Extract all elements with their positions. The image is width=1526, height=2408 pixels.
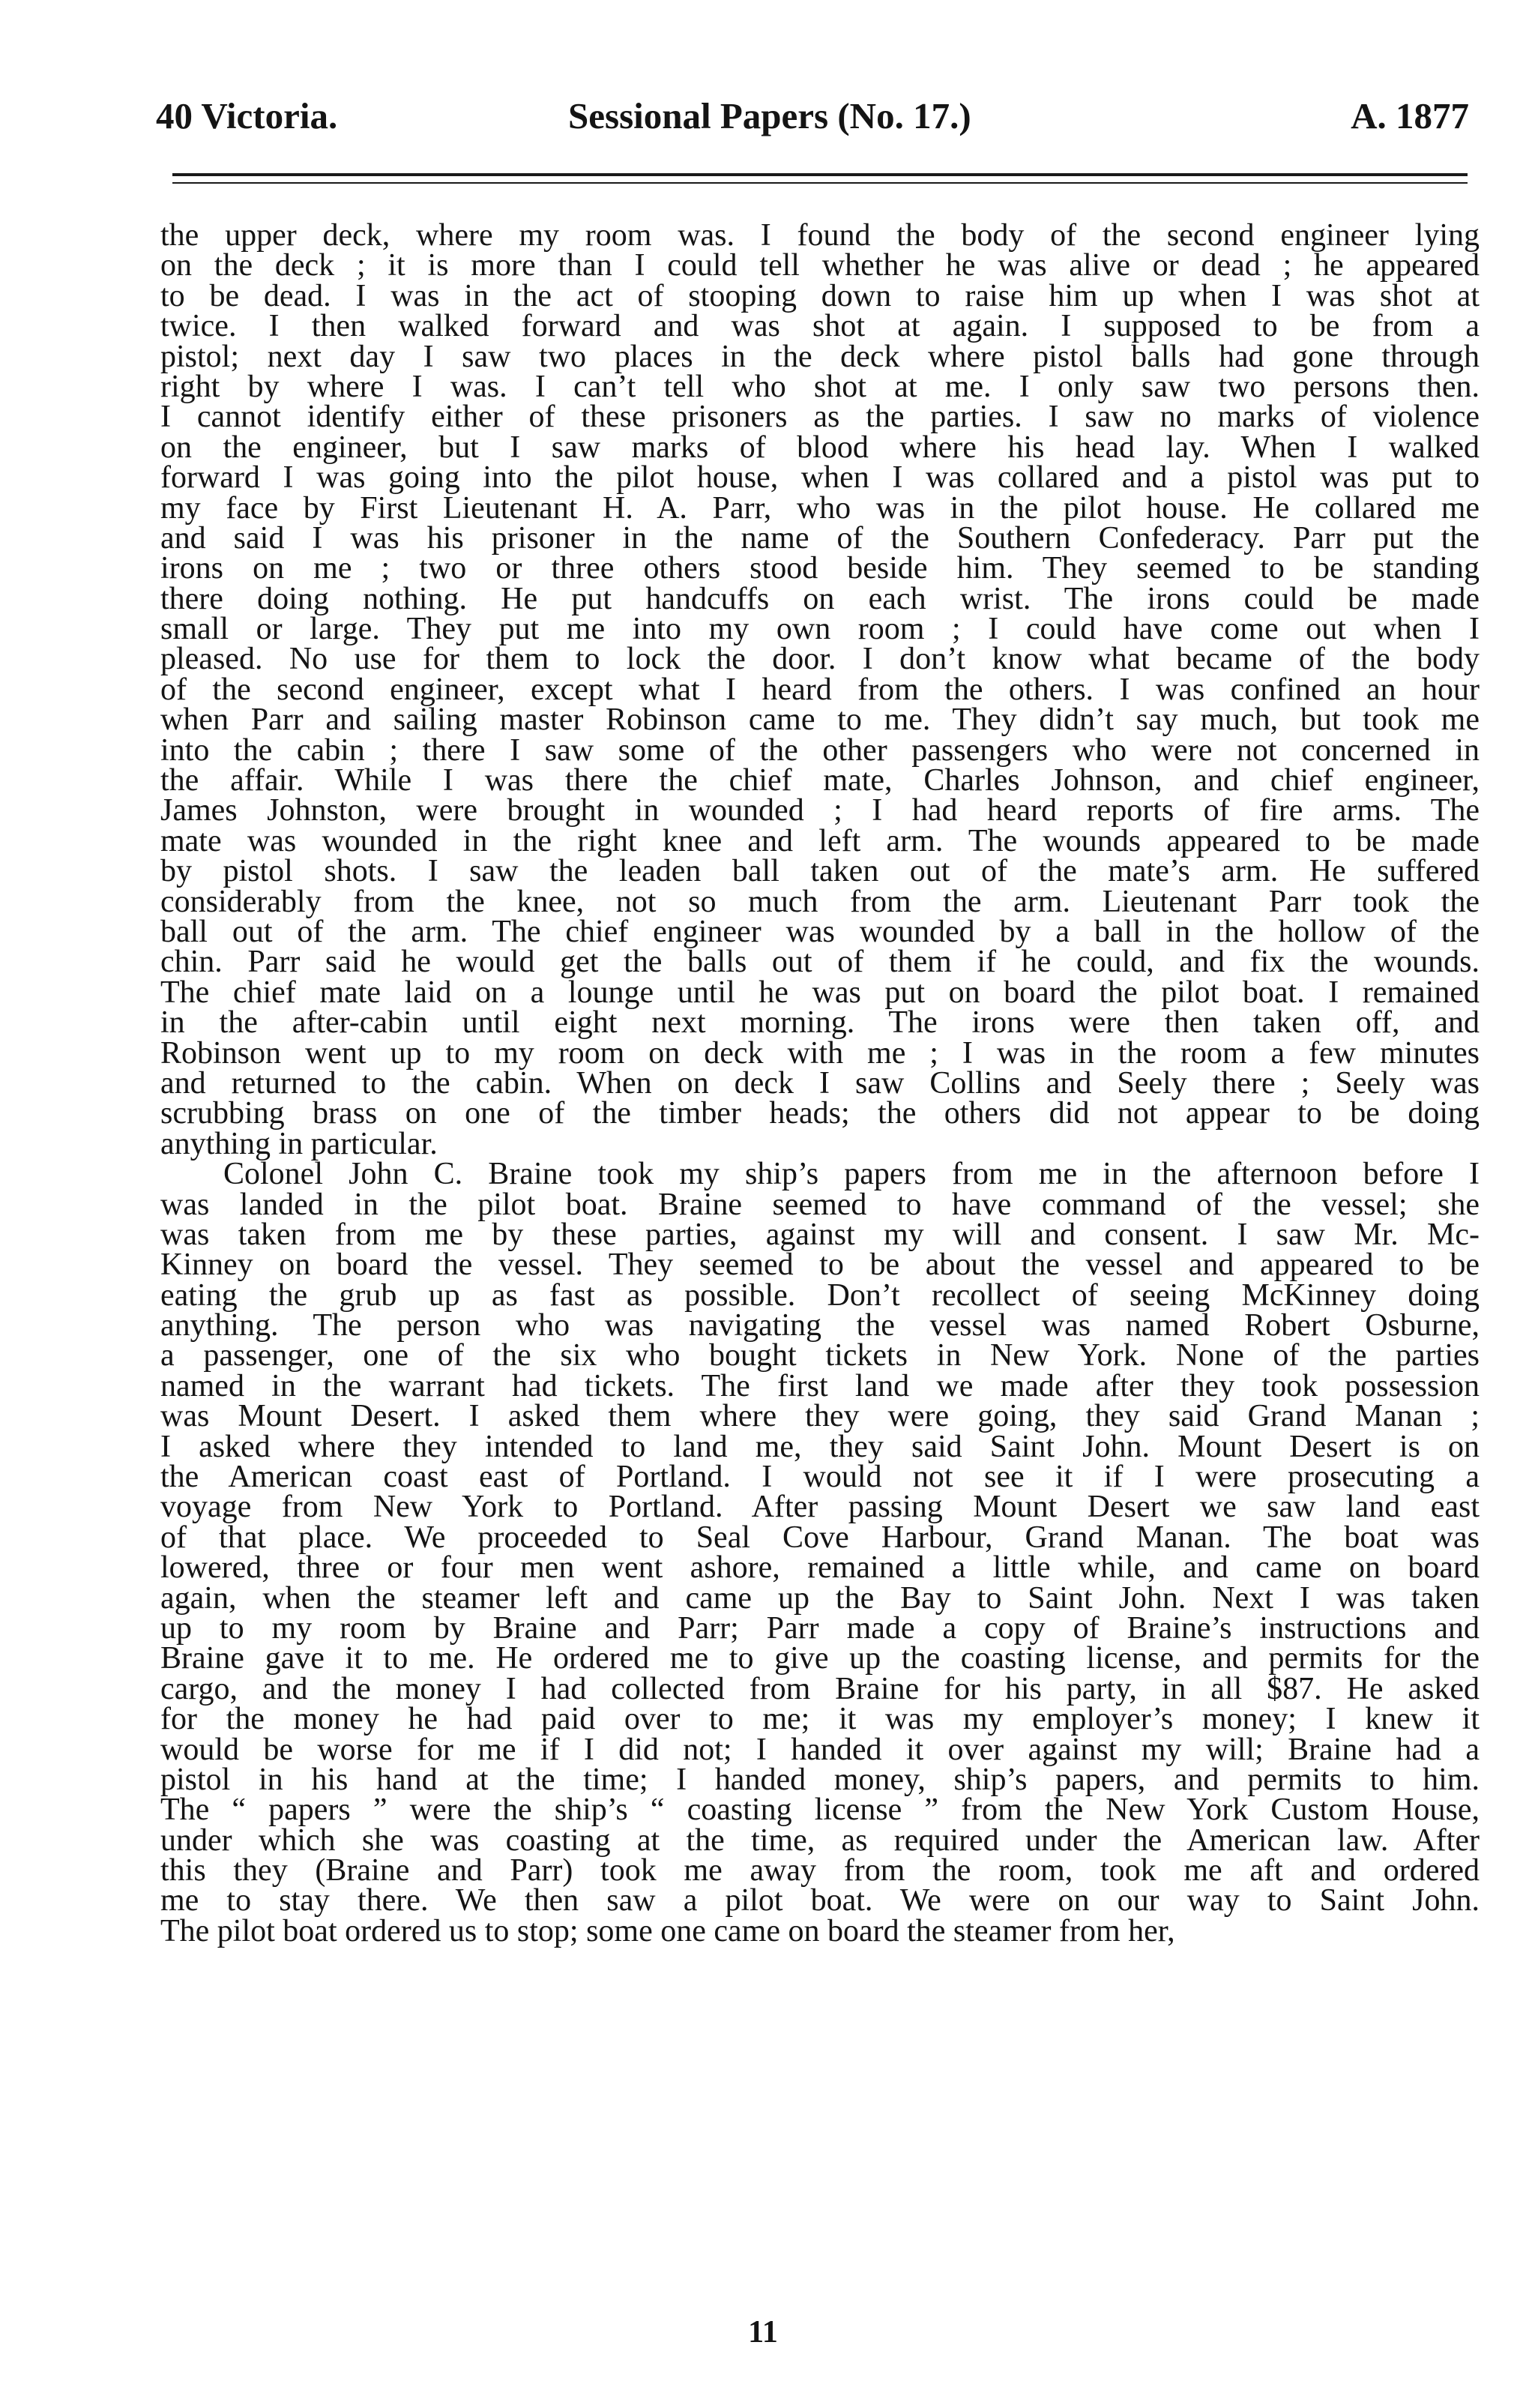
header-rule-thin <box>172 182 1468 184</box>
text-line: on the deck ; it is more than I could tell whether he was alive or dead ; he appeared <box>160 248 1480 283</box>
running-head <box>156 90 1469 142</box>
text-line: cargo, and the money I had collected from Braine for his party, in all $87. He asked <box>160 1671 1480 1706</box>
text-line: Robinson went up to my room on deck with me ; I was in the room a few minutes <box>160 1035 1480 1071</box>
text-line: and said I was his prisoner in the name of the Southern Confederacy. Parr put the <box>160 520 1480 556</box>
page-number: 11 <box>748 2315 778 2350</box>
text-line: into the cabin ; there I saw some of the other passengers who were not concerned in <box>160 732 1480 768</box>
text-line: forward I was going into the pilot house, when I was collared and a pistol was put to <box>160 460 1480 496</box>
text-line: pleased. No use for them to lock the door. I don’t know what became of the body <box>160 642 1480 677</box>
text-line: was Mount Desert. I asked them where they were going, they said Grand Manan ; <box>160 1399 1480 1434</box>
text-line: pistol; next day I saw two places in the deck where pistol balls had gone through <box>160 339 1480 374</box>
text-line: this they (Braine and Parr) took me away from the room, took me aft and ordered <box>160 1853 1480 1888</box>
text-line: mate was wounded in the right knee and left arm. The wounds appeared to be made <box>160 823 1480 858</box>
text-line: was taken from me by these parties, against my will and consent. I saw Mr. Mc- <box>160 1217 1480 1252</box>
text-line: The “ papers ” were the ship’s “ coasting license ” from the New York Custom House, <box>160 1793 1480 1828</box>
text-line: I asked where they intended to land me, they said Saint John. Mount Desert is on <box>160 1429 1480 1464</box>
text-line: anything in particular. <box>160 1126 438 1161</box>
text-line: The pilot boat ordered us to stop; some one came on board the steamer from her, <box>160 1913 1175 1948</box>
text-line: the upper deck, where my room was. I found the body of the second engineer lying <box>160 218 1480 253</box>
text-line: when Parr and sailing master Robinson came to me. They didn’t say much, but took me <box>160 702 1480 738</box>
text-line: small or large. They put me into my own room ; I could have come out when I <box>160 612 1480 647</box>
text-line: and returned to the cabin. When on deck I saw Collins and Seely there ; Seely was <box>160 1065 1480 1101</box>
text-line: was landed in the pilot boat. Braine seemed to have command of the vessel; she <box>160 1187 1480 1222</box>
text-line: chin. Parr said he would get the balls out of them if he could, and fix the wounds. <box>160 945 1480 980</box>
text-line: Colonel John C. Braine took my ship’s papers from me in the afternoon before I <box>223 1157 1480 1192</box>
text-line: would be worse for me if I did not; I handed it over against my will; Braine had a <box>160 1732 1480 1767</box>
text-line: named in the warrant had tickets. The first land we made after they took possession <box>160 1368 1480 1403</box>
header-rule-thick <box>172 173 1468 176</box>
text-line: irons on me ; two or three others stood beside him. They seemed to be standing <box>160 551 1480 586</box>
text-line: there doing nothing. He put handcuffs on each wrist. The irons could be made <box>160 581 1480 616</box>
text-line: scrubbing brass on one of the timber heads; the others did not appear to be doing <box>160 1096 1480 1131</box>
body-text <box>160 220 1480 1946</box>
text-line: on the engineer, but I saw marks of blood where his head lay. When I walked <box>160 430 1480 465</box>
text-line: right by where I was. I can’t tell who shot at me. I only saw two persons then. <box>160 369 1480 404</box>
text-line: pistol in his hand at the time; I handed money, ship’s papers, and permits to him. <box>160 1762 1480 1797</box>
text-line: considerably from the knee, not so much from the arm. Lieutenant Parr took the <box>160 884 1480 919</box>
text-line: for the money he had paid over to me; it was my employer’s money; I knew it <box>160 1702 1480 1737</box>
text-line: The chief mate laid on a lounge until he was put on board the pilot boat. I remained <box>160 975 1480 1010</box>
text-line: in the after-cabin until eight next morning. The irons were then taken off, and <box>160 1005 1480 1041</box>
text-line: by pistol shots. I saw the leaden ball taken out of the mate’s arm. He suffered <box>160 854 1480 889</box>
text-line: James Johnston, were brought in wounded ; I had heard reports of fire arms. The <box>160 793 1480 828</box>
text-line: Braine gave it to me. He ordered me to give up the coasting license, and permits for the <box>160 1641 1480 1676</box>
text-line: I cannot identify either of these prisoners as the parties. I saw no marks of violence <box>160 400 1480 435</box>
text-line: again, when the steamer left and came up the Bay to Saint John. Next I was taken <box>160 1580 1480 1616</box>
text-line: eating the grub up as fast as possible. Don’t recollect of seeing McKinney doing <box>160 1277 1480 1313</box>
text-line: anything. The person who was navigating the vessel was named Robert Osburne, <box>160 1308 1480 1343</box>
text-line: ball out of the arm. The chief engineer was wounded by a ball in the hollow of the <box>160 914 1480 949</box>
text-line: twice. I then walked forward and was shot at again. I supposed to be from a <box>160 309 1480 344</box>
text-line: a passenger, one of the six who bought tickets in New York. None of the parties <box>160 1338 1480 1373</box>
text-line: my face by First Lieutenant H. A. Parr, who was in the pilot house. He collared me <box>160 490 1480 526</box>
text-line: of that place. We proceeded to Seal Cove Harbour, Grand Manan. The boat was <box>160 1520 1480 1555</box>
text-line: up to my room by Braine and Parr; Parr made a copy of Braine’s instructions and <box>160 1610 1480 1646</box>
text-line: Kinney on board the vessel. They seemed to be about the vessel and appeared to be <box>160 1247 1480 1283</box>
text-line: to be dead. I was in the act of stooping down to raise him up when I was shot at <box>160 278 1480 313</box>
text-line: the American coast east of Portland. I would not see it if I were prosecuting a <box>160 1460 1480 1495</box>
header-title: Sessional Papers (No. 17.) <box>568 95 971 136</box>
text-line: of the second engineer, except what I heard from the others. I was confined an hour <box>160 672 1480 707</box>
text-line: under which she was coasting at the time, as required under the American law. After <box>160 1822 1480 1858</box>
header-year: A. 1877 <box>1351 95 1469 136</box>
header-session: 40 Victoria. <box>156 95 338 136</box>
text-line: lowered, three or four men went ashore, remained a little while, and came on board <box>160 1550 1480 1586</box>
text-line: me to stay there. We then saw a pilot boat. We were on our way to Saint John. <box>160 1883 1480 1918</box>
text-line: the affair. While I was there the chief mate, Charles Johnson, and chief engineer, <box>160 763 1480 798</box>
text-line: voyage from New York to Portland. After passing Mount Desert we saw land east <box>160 1490 1480 1525</box>
